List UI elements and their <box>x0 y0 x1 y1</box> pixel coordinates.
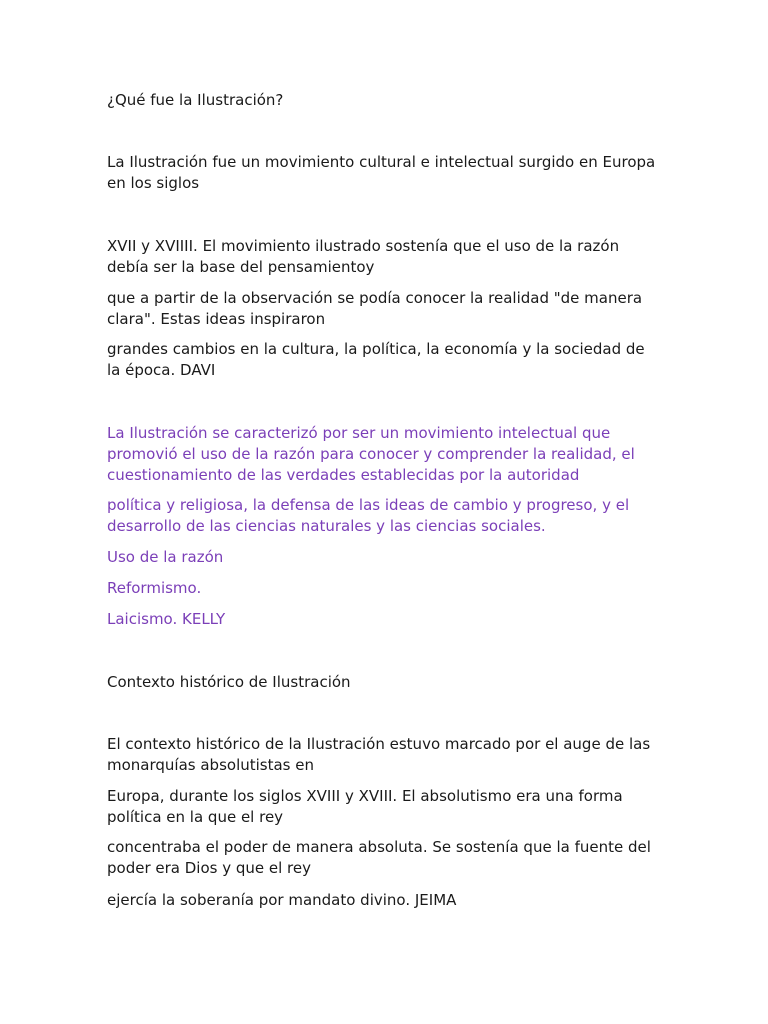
paragraph-centuries: XVII y XVIIII. El movimiento ilustrado sostenía que el uso de la razón debía ser la base del pensamientoy <box>107 237 620 276</box>
paragraph-sovereignty: ejercía la soberanía por mandato divino. JEIMA <box>107 891 457 909</box>
section-title-contexto: Contexto histórico de Ilustración <box>107 673 351 691</box>
list-item-reformismo: Reformismo. <box>107 579 202 597</box>
paragraph-absolutism: Europa, durante los siglos XVIII y XVIII. El absolutismo era una forma política en la que el rey <box>107 787 623 826</box>
paragraph-definition: La Ilustración fue un movimiento cultural e intelectual surgido en Europa en los siglos <box>107 153 656 192</box>
paragraph-defense: política y religiosa, la defensa de las ideas de cambio y progreso, y el desarrollo de las ciencias naturales y las ciencias sociales. <box>107 496 630 535</box>
paragraph-characteristics: La Ilustración se caracterizó por ser un movimiento intelectual que promovió el uso de la razón para conocer y comprender la realidad, el cuestionamiento de las verdades establecidas por la autoridad <box>107 424 635 484</box>
paragraph-context: El contexto histórico de la Ilustración estuvo marcado por el auge de las monarquías absolutistas en <box>107 735 651 774</box>
list-item-laicismo: Laicismo. KELLY <box>107 610 226 628</box>
list-item-uso-razon: Uso de la razón <box>107 548 224 566</box>
section-title-ilustracion: ¿Qué fue la Ilustración? <box>107 91 284 109</box>
paragraph-power: concentraba el poder de manera absoluta. Se sostenía que la fuente del poder era Dios y que el rey <box>107 838 651 877</box>
paragraph-observation: que a partir de la observación se podía conocer la realidad "de manera clara". Estas ideas inspiraron <box>107 289 643 328</box>
paragraph-changes: grandes cambios en la cultura, la política, la economía y la sociedad de la época. DAVI <box>107 340 645 379</box>
